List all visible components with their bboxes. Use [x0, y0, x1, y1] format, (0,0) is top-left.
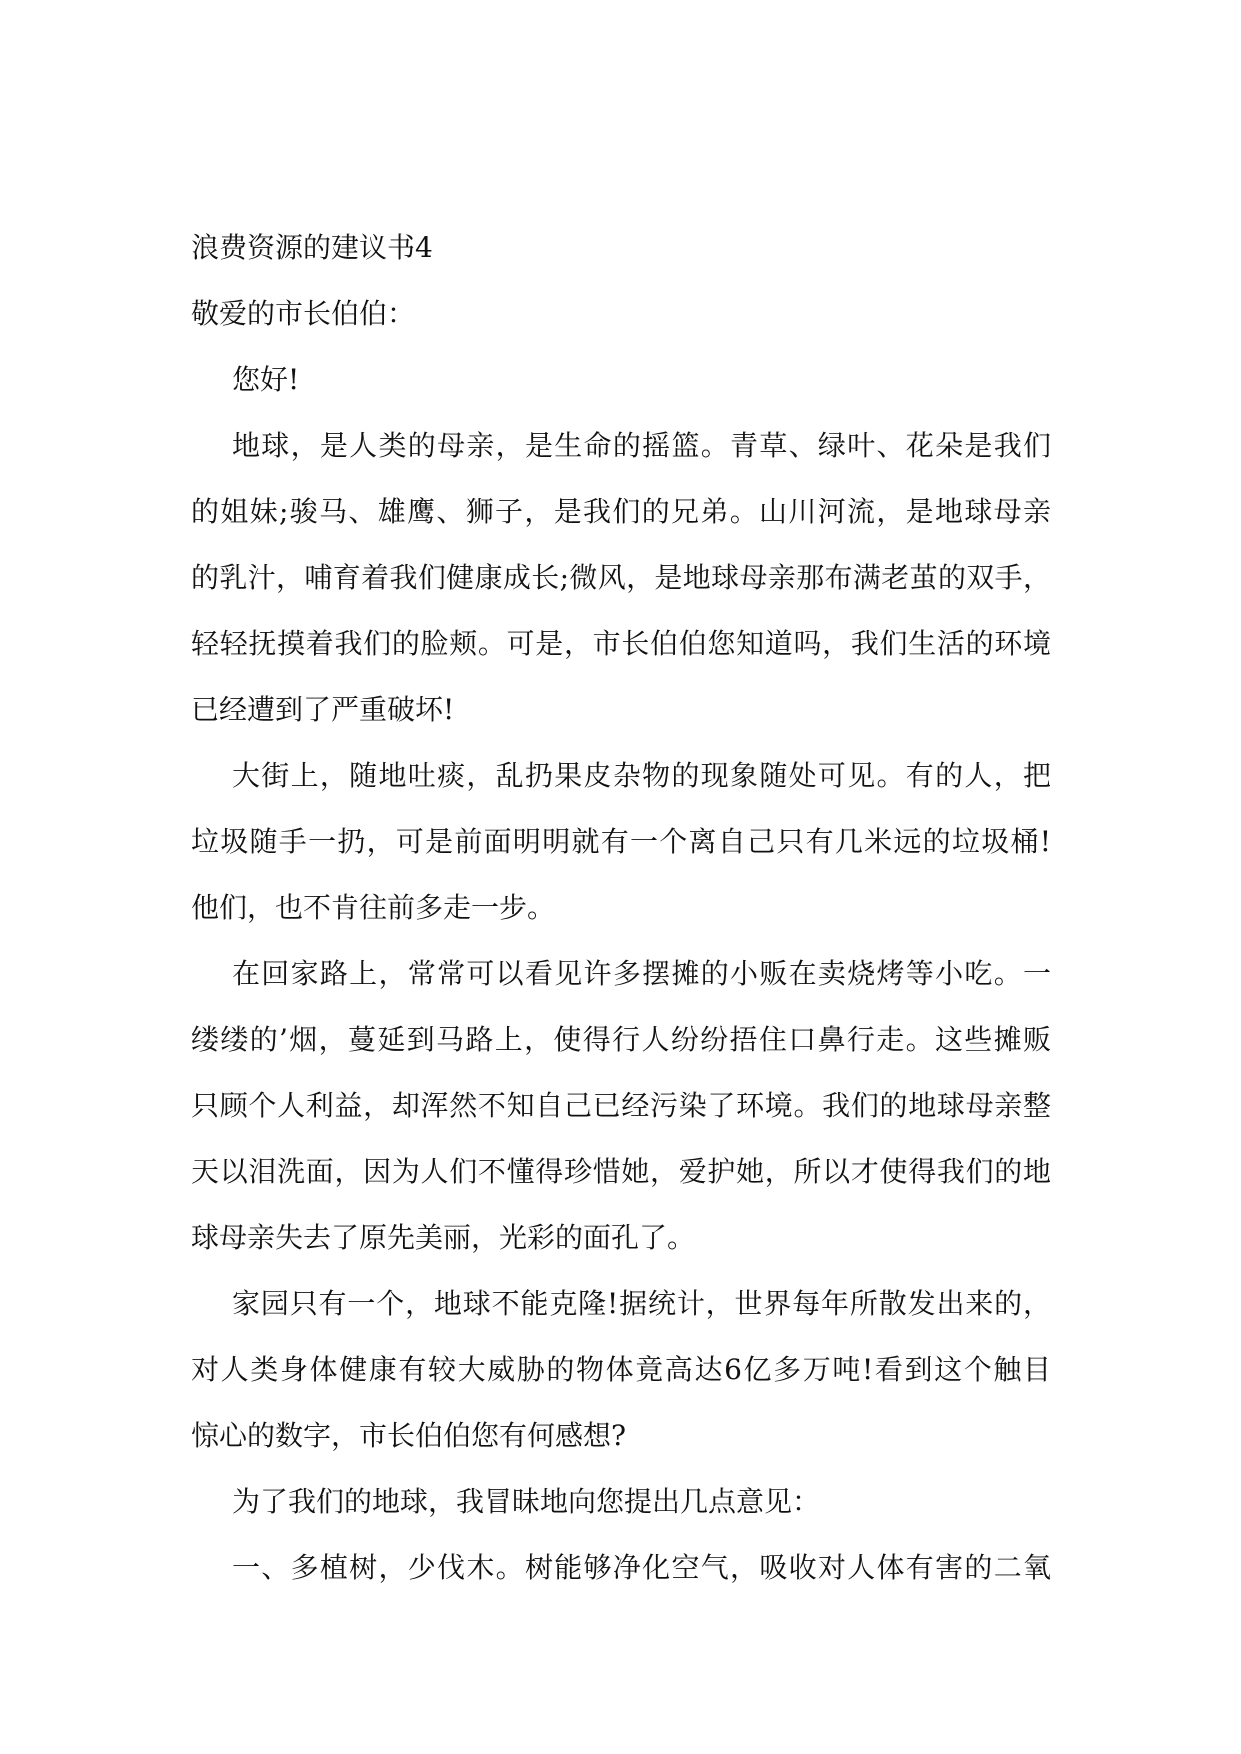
- paragraph-line: 球母亲失去了原先美丽，光彩的面孔了。: [191, 1221, 696, 1254]
- paragraph-line: 已经遭到了严重破坏!: [191, 693, 455, 726]
- paragraph-line: 大街上，随地吐痰，乱扔果皮杂物的现象随处可见。有的人，把: [232, 759, 1051, 792]
- paragraph-line: 地球，是人类的母亲，是生命的摇篮。青草、绿叶、花朵是我们: [232, 429, 1051, 462]
- paragraph-line: 他们，也不肯往前多走一步。: [191, 891, 556, 924]
- paragraph-line: 一、多植树，少伐木。树能够净化空气，吸收对人体有害的二氧: [232, 1551, 1051, 1584]
- paragraph-line: 为了我们的地球，我冒昧地向您提出几点意见：: [232, 1485, 821, 1518]
- paragraph-line: 的乳汁，哺育着我们健康成长;微风，是地球母亲那布满老茧的双手，: [191, 561, 1051, 594]
- salutation: 敬爱的市长伯伯：: [191, 297, 416, 330]
- paragraph-line: 惊心的数字，市长伯伯您有何感想?: [191, 1419, 627, 1452]
- paragraph-line: 只顾个人利益，却浑然不知自己已经污染了环境。我们的地球母亲整: [191, 1089, 1051, 1122]
- paragraph-line: 在回家路上，常常可以看见许多摆摊的小贩在卖烧烤等小吃。一: [232, 957, 1051, 990]
- paragraph-line: 对人类身体健康有较大威胁的物体竟高达6亿多万吨!看到这个触目: [191, 1353, 1051, 1386]
- document-title: 浪费资源的建议书4: [191, 231, 433, 264]
- greeting: 您好!: [232, 363, 300, 396]
- paragraph-line: 垃圾随手一扔，可是前面明明就有一个离自己只有几米远的垃圾桶!: [191, 825, 1051, 858]
- paragraph-line: 家园只有一个，地球不能克隆!据统计，世界每年所散发出来的，: [232, 1287, 1051, 1320]
- paragraph-line: 轻轻抚摸着我们的脸颊。可是，市长伯伯您知道吗，我们生活的环境: [191, 627, 1051, 660]
- paragraph-line: 的姐妹;骏马、雄鹰、狮子，是我们的兄弟。山川河流，是地球母亲: [191, 495, 1051, 528]
- paragraph-line: 天以泪洗面，因为人们不懂得珍惜她，爱护她，所以才使得我们的地: [191, 1155, 1051, 1188]
- paragraph-line: 缕缕的’烟，蔓延到马路上，使得行人纷纷捂住口鼻行走。这些摊贩: [191, 1023, 1051, 1056]
